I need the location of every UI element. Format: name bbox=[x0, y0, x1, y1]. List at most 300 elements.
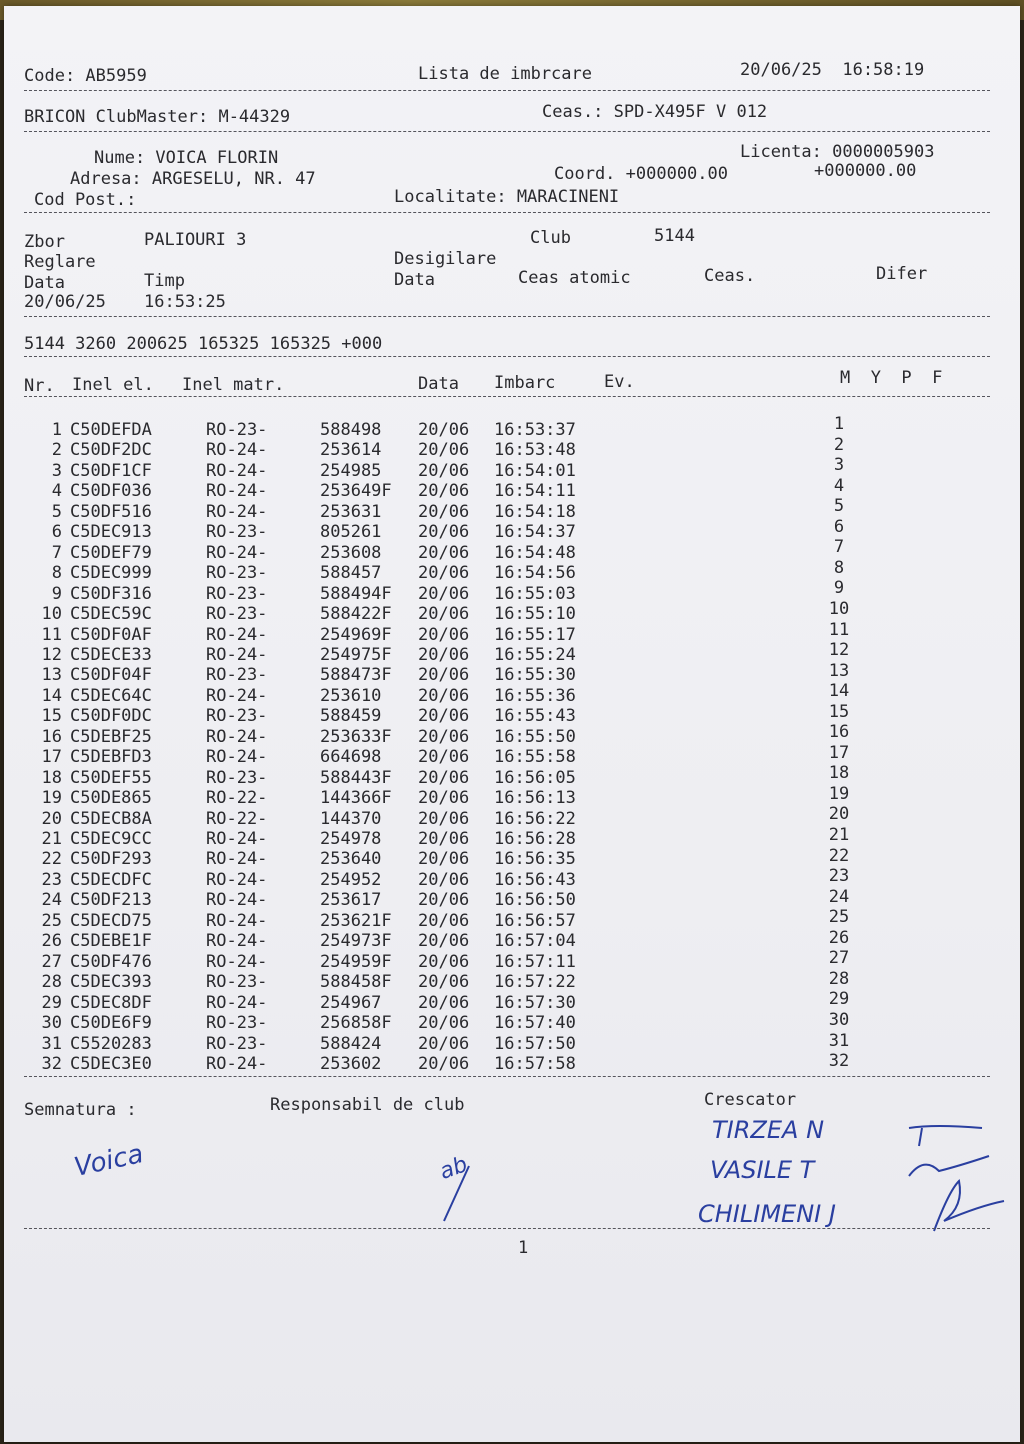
arrival-time: 16:55:17 bbox=[494, 624, 576, 645]
ring-number: 253621F bbox=[320, 910, 392, 931]
row-number: 27 bbox=[41, 951, 62, 972]
ring-series: RO-24- bbox=[206, 849, 268, 870]
electronic-ring: C50DE865 bbox=[70, 788, 152, 809]
row-number: 25 bbox=[41, 910, 62, 931]
row-number: 2 bbox=[51, 440, 62, 461]
arrival-date: 20/06 bbox=[418, 808, 470, 829]
ring-number: 144366F bbox=[320, 788, 392, 809]
row-number: 6 bbox=[51, 522, 62, 543]
position-number: 18 bbox=[828, 763, 850, 784]
electronic-ring: C5DEC64C bbox=[70, 685, 152, 706]
row-number: 22 bbox=[41, 849, 62, 870]
ring-number: 588443F bbox=[320, 767, 392, 788]
table-row bbox=[4, 866, 1020, 891]
table-row bbox=[4, 948, 1020, 973]
ring-series: RO-24- bbox=[206, 910, 268, 931]
arrival-date: 20/06 bbox=[418, 460, 470, 481]
table-row bbox=[4, 619, 1020, 646]
table-row bbox=[4, 1009, 1020, 1034]
electronic-ring: C50DEF55 bbox=[70, 767, 152, 788]
electronic-ring: C5DECDFC bbox=[70, 869, 152, 890]
ring-series: RO-24- bbox=[206, 951, 268, 972]
electronic-ring: C50DF1CF bbox=[70, 460, 152, 481]
owner-signature: Voica bbox=[71, 1139, 146, 1183]
ring-series: RO-24- bbox=[206, 685, 268, 706]
arrival-time: 16:57:30 bbox=[494, 992, 576, 1013]
page-number: 1 bbox=[518, 1238, 529, 1258]
table-row bbox=[4, 660, 1020, 686]
ring-number: 253617 bbox=[320, 890, 382, 911]
electronic-ring: C5DEC59C bbox=[70, 604, 152, 625]
row-number: 17 bbox=[41, 747, 62, 768]
unsealing-label: Desigilare bbox=[394, 249, 497, 269]
club-responsible-signature: ab bbox=[436, 1152, 471, 1185]
col-header-nr: Nr. bbox=[24, 376, 55, 396]
position-number: 21 bbox=[828, 825, 850, 845]
locality: Localitate: MARACINENI bbox=[394, 187, 620, 207]
row-number: 24 bbox=[41, 890, 62, 911]
col-header-event: Ev. bbox=[604, 372, 635, 392]
divider bbox=[24, 90, 990, 91]
table-row bbox=[4, 496, 1020, 523]
position-number: 6 bbox=[833, 516, 845, 537]
table-row bbox=[4, 825, 1020, 850]
position-number: 31 bbox=[828, 1030, 850, 1051]
arrival-time: 16:55:10 bbox=[494, 604, 576, 625]
postal-code-label: Cod Post.: bbox=[34, 190, 137, 210]
electronic-ring: C50DF2DC bbox=[70, 440, 152, 461]
arrival-time: 16:56:57 bbox=[494, 910, 576, 931]
col-header-mypf: M Y P F bbox=[840, 368, 943, 388]
divider bbox=[24, 396, 990, 397]
col-header-ring-matr: Inel matr. bbox=[182, 375, 285, 395]
table-row bbox=[4, 434, 1020, 461]
clock-model: Ceas.: SPD-X495F V 012 bbox=[542, 102, 768, 122]
flight-name: PALIOURI 3 bbox=[144, 230, 247, 250]
ring-number: 588459 bbox=[320, 706, 382, 727]
row-number: 15 bbox=[41, 706, 62, 727]
ring-number: 253633F bbox=[320, 726, 392, 747]
electronic-ring: C50DF0AF bbox=[70, 624, 152, 645]
row-number: 7 bbox=[51, 542, 62, 563]
atomic-clock-label: Ceas atomic bbox=[518, 268, 631, 288]
position-number: 19 bbox=[828, 783, 850, 804]
flight-label: Zbor bbox=[24, 232, 65, 252]
ring-number: 254978 bbox=[320, 829, 382, 849]
ring-number: 256858F bbox=[320, 1013, 392, 1034]
row-number: 26 bbox=[41, 931, 62, 952]
electronic-ring: C5DECD75 bbox=[70, 910, 152, 931]
electronic-ring: C5DEC393 bbox=[70, 972, 152, 993]
table-row bbox=[4, 1051, 1020, 1075]
arrival-date: 20/06 bbox=[418, 624, 470, 645]
arrival-time: 16:55:50 bbox=[494, 726, 576, 747]
ring-series: RO-24- bbox=[206, 624, 268, 645]
arrival-time: 16:57:58 bbox=[494, 1053, 576, 1074]
position-number: 17 bbox=[828, 742, 850, 763]
table-row bbox=[4, 845, 1020, 870]
arrival-time: 16:57:04 bbox=[494, 931, 576, 952]
arrival-time: 16:57:11 bbox=[494, 951, 576, 972]
ring-series: RO-24- bbox=[206, 501, 268, 522]
arrival-time: 16:54:18 bbox=[494, 501, 576, 522]
ring-series: RO-24- bbox=[206, 481, 268, 502]
position-number: 27 bbox=[828, 948, 850, 969]
arrival-date: 20/06 bbox=[418, 1033, 470, 1054]
arrival-date: 20/06 bbox=[418, 542, 470, 563]
row-number: 12 bbox=[41, 644, 62, 665]
divider bbox=[24, 131, 990, 132]
arrival-time: 16:57:50 bbox=[494, 1033, 576, 1054]
ring-number: 144370 bbox=[320, 808, 382, 829]
ring-number: 254973F bbox=[320, 931, 392, 952]
position-number: 2 bbox=[833, 434, 845, 455]
table-row bbox=[4, 516, 1020, 543]
electronic-ring: C50DF036 bbox=[70, 481, 152, 502]
electronic-ring: C5DEBF25 bbox=[70, 726, 152, 747]
table-row bbox=[4, 989, 1020, 1014]
arrival-time: 16:56:35 bbox=[494, 849, 576, 870]
arrival-time: 16:55:30 bbox=[494, 665, 576, 686]
electronic-ring: C5DECE33 bbox=[70, 644, 152, 665]
row-number: 19 bbox=[41, 788, 62, 809]
position-number: 13 bbox=[828, 660, 850, 681]
row-number: 10 bbox=[41, 604, 62, 625]
arrival-time: 16:54:01 bbox=[494, 460, 576, 481]
ring-series: RO-23- bbox=[206, 583, 268, 604]
printed-sheet bbox=[4, 6, 1020, 1442]
position-number: 32 bbox=[828, 1051, 850, 1072]
arrival-date: 20/06 bbox=[418, 522, 470, 543]
row-number: 23 bbox=[41, 869, 62, 890]
table-row bbox=[4, 414, 1020, 441]
row-number: 29 bbox=[41, 992, 62, 1013]
coordinates-lat: Coord. +000000.00 bbox=[554, 164, 728, 184]
arrival-date: 20/06 bbox=[418, 890, 470, 911]
clock-label: Ceas. bbox=[704, 266, 756, 286]
ring-series: RO-23- bbox=[206, 665, 268, 686]
arrival-date: 20/06 bbox=[418, 972, 470, 993]
arrival-date: 20/06 bbox=[418, 481, 470, 502]
arrival-date: 20/06 bbox=[418, 440, 470, 461]
ring-number: 254969F bbox=[320, 624, 392, 645]
electronic-ring: C50DF316 bbox=[70, 583, 152, 604]
ring-number: 254975F bbox=[320, 644, 392, 665]
electronic-ring: C5DEC913 bbox=[70, 522, 152, 543]
table-row bbox=[4, 783, 1020, 809]
electronic-ring: C50DF476 bbox=[70, 951, 152, 972]
arrival-time: 16:55:03 bbox=[494, 583, 576, 604]
arrival-date: 20/06 bbox=[418, 910, 470, 931]
arrival-time: 16:56:13 bbox=[494, 788, 576, 809]
position-number: 26 bbox=[828, 927, 850, 948]
signature-label: Semnatura : bbox=[24, 1100, 137, 1120]
unseal-date-label: Data bbox=[394, 270, 435, 290]
electronic-ring: C5DEC8DF bbox=[70, 992, 152, 1013]
table-row bbox=[4, 722, 1020, 748]
coordinates-lon: +000000.00 bbox=[814, 161, 917, 181]
position-number: 3 bbox=[833, 455, 845, 476]
arrival-date: 20/06 bbox=[418, 665, 470, 686]
row-number: 8 bbox=[51, 563, 62, 584]
arrival-date: 20/06 bbox=[418, 420, 470, 440]
club-label: Club bbox=[530, 228, 571, 248]
clubmaster-id: BRICON ClubMaster: M-44329 bbox=[24, 107, 291, 127]
divider bbox=[24, 212, 990, 213]
arrival-time: 16:56:50 bbox=[494, 890, 576, 911]
arrival-date: 20/06 bbox=[418, 829, 470, 849]
table-row bbox=[4, 701, 1020, 727]
ring-series: RO-22- bbox=[206, 788, 268, 809]
arrival-date: 20/06 bbox=[418, 1013, 470, 1034]
arrival-time: 16:54:37 bbox=[494, 522, 576, 543]
arrival-time: 16:56:05 bbox=[494, 767, 576, 788]
position-number: 29 bbox=[828, 989, 850, 1010]
position-number: 30 bbox=[828, 1009, 850, 1030]
col-header-arrival: Imbarc bbox=[494, 373, 556, 393]
position-number: 11 bbox=[828, 619, 850, 640]
ring-series: RO-24- bbox=[206, 931, 268, 952]
ring-series: RO-24- bbox=[206, 829, 268, 849]
ring-number: 588457 bbox=[320, 563, 382, 584]
ring-series: RO-24- bbox=[206, 542, 268, 563]
arrival-date: 20/06 bbox=[418, 685, 470, 706]
setting-date: 20/06/25 bbox=[24, 292, 106, 312]
arrival-date: 20/06 bbox=[418, 788, 470, 809]
ring-series: RO-24- bbox=[206, 440, 268, 461]
divider bbox=[24, 356, 990, 357]
ring-series: RO-23- bbox=[206, 563, 268, 584]
ring-series: RO-22- bbox=[206, 808, 268, 829]
table-row bbox=[4, 968, 1020, 993]
electronic-ring: C5DEC3E0 bbox=[70, 1053, 152, 1074]
position-number: 25 bbox=[828, 907, 850, 928]
ring-series: RO-24- bbox=[206, 747, 268, 768]
table-row bbox=[4, 557, 1020, 584]
row-number: 3 bbox=[51, 460, 62, 481]
electronic-ring: C50DF293 bbox=[70, 849, 152, 870]
position-number: 12 bbox=[828, 640, 850, 661]
position-number: 16 bbox=[828, 722, 850, 743]
position-number: 10 bbox=[828, 598, 850, 619]
arrival-time: 16:55:58 bbox=[494, 747, 576, 768]
row-number: 5 bbox=[51, 501, 62, 522]
ring-number: 253608 bbox=[320, 542, 382, 563]
arrival-date: 20/06 bbox=[418, 1053, 470, 1074]
electronic-ring: C50DE6F9 bbox=[70, 1013, 152, 1034]
ring-series: RO-23- bbox=[206, 420, 268, 440]
breeder-name-1: TIRZEA N bbox=[712, 1116, 825, 1144]
ring-series: RO-24- bbox=[206, 460, 268, 481]
table-row bbox=[4, 804, 1020, 830]
ring-series: RO-24- bbox=[206, 644, 268, 665]
position-number: 9 bbox=[833, 578, 845, 599]
row-number: 30 bbox=[41, 1013, 62, 1034]
setting-label: Reglare bbox=[24, 252, 96, 272]
ring-series: RO-23- bbox=[206, 706, 268, 727]
col-header-date: Data bbox=[418, 374, 459, 394]
ring-number: 253614 bbox=[320, 440, 382, 461]
arrival-time: 16:56:43 bbox=[494, 869, 576, 890]
table-row bbox=[4, 475, 1020, 502]
code-label: Code: AB5959 bbox=[24, 66, 147, 86]
arrival-time: 16:55:24 bbox=[494, 644, 576, 665]
arrival-date: 20/06 bbox=[418, 644, 470, 665]
position-number: 4 bbox=[833, 475, 845, 496]
table-row bbox=[4, 742, 1020, 768]
arrival-date: 20/06 bbox=[418, 501, 470, 522]
electronic-ring: C50DF516 bbox=[70, 501, 152, 522]
ring-series: RO-24- bbox=[206, 726, 268, 747]
arrival-date: 20/06 bbox=[418, 563, 470, 584]
ring-number: 664698 bbox=[320, 747, 382, 768]
club-responsible-label: Responsabil de club bbox=[270, 1095, 465, 1115]
arrival-time: 16:54:48 bbox=[494, 542, 576, 563]
table-row bbox=[4, 578, 1020, 605]
position-number: 22 bbox=[828, 845, 850, 866]
electronic-ring: C50DF213 bbox=[70, 890, 152, 911]
divider bbox=[24, 1228, 990, 1229]
table-row bbox=[4, 763, 1020, 789]
arrival-time: 16:57:40 bbox=[494, 1013, 576, 1034]
breeder-name-2: VASILE T bbox=[710, 1156, 815, 1184]
electronic-ring: C50DF04F bbox=[70, 665, 152, 686]
row-number: 16 bbox=[41, 726, 62, 747]
arrival-time: 16:55:43 bbox=[494, 706, 576, 727]
table-row bbox=[4, 681, 1020, 707]
ring-number: 253610 bbox=[320, 685, 382, 706]
row-number: 13 bbox=[41, 665, 62, 686]
row-number: 4 bbox=[51, 481, 62, 502]
arrival-date: 20/06 bbox=[418, 849, 470, 870]
date-label: Data bbox=[24, 273, 65, 293]
position-number: 7 bbox=[833, 537, 845, 558]
table-row bbox=[4, 455, 1020, 482]
time-label: Timp bbox=[144, 271, 185, 291]
divider bbox=[24, 316, 990, 317]
table-row bbox=[4, 907, 1020, 932]
position-number: 1 bbox=[833, 414, 845, 434]
arrival-date: 20/06 bbox=[418, 869, 470, 890]
position-number: 20 bbox=[828, 804, 850, 825]
table-row bbox=[4, 927, 1020, 952]
position-number: 24 bbox=[828, 886, 850, 907]
row-number: 11 bbox=[41, 624, 62, 645]
arrival-time: 16:56:22 bbox=[494, 808, 576, 829]
row-number: 18 bbox=[41, 767, 62, 788]
ring-number: 253602 bbox=[320, 1053, 382, 1074]
position-number: 8 bbox=[833, 557, 845, 578]
ring-number: 254967 bbox=[320, 992, 382, 1013]
arrival-date: 20/06 bbox=[418, 604, 470, 625]
arrival-date: 20/06 bbox=[418, 992, 470, 1013]
ring-series: RO-23- bbox=[206, 767, 268, 788]
electronic-ring: C5DEBFD3 bbox=[70, 747, 152, 768]
position-number: 5 bbox=[833, 496, 845, 517]
position-number: 15 bbox=[828, 701, 850, 722]
ring-series: RO-24- bbox=[206, 1053, 268, 1074]
breeder-label: Crescator bbox=[704, 1090, 797, 1110]
license-number: Licenta: 0000005903 bbox=[740, 142, 935, 162]
club-number: 5144 bbox=[654, 226, 695, 246]
arrival-time: 16:57:22 bbox=[494, 972, 576, 993]
row-number: 9 bbox=[51, 583, 62, 604]
row-number: 20 bbox=[41, 808, 62, 829]
ring-number: 253649F bbox=[320, 481, 392, 502]
arrival-date: 20/06 bbox=[418, 726, 470, 747]
ring-number: 254959F bbox=[320, 951, 392, 972]
arrival-date: 20/06 bbox=[418, 706, 470, 727]
electronic-ring: C5DEC9CC bbox=[70, 829, 152, 849]
ring-series: RO-23- bbox=[206, 1033, 268, 1054]
ring-number: 253631 bbox=[320, 501, 382, 522]
ring-number: 588424 bbox=[320, 1033, 382, 1054]
arrival-time: 16:54:56 bbox=[494, 563, 576, 584]
ring-series: RO-23- bbox=[206, 604, 268, 625]
ring-series: RO-23- bbox=[206, 1013, 268, 1034]
table-row bbox=[4, 537, 1020, 564]
row-number: 31 bbox=[41, 1033, 62, 1054]
arrival-date: 20/06 bbox=[418, 951, 470, 972]
setting-time: 16:53:25 bbox=[144, 292, 226, 312]
row-number: 14 bbox=[41, 685, 62, 706]
table-row bbox=[4, 640, 1020, 666]
ring-number: 253640 bbox=[320, 849, 382, 870]
print-datetime: 20/06/25 16:58:19 bbox=[740, 60, 925, 80]
col-header-ring-el: Inel el. bbox=[72, 375, 154, 395]
position-number: 23 bbox=[828, 866, 850, 887]
ring-number: 588473F bbox=[320, 665, 392, 686]
ring-number: 588458F bbox=[320, 972, 392, 993]
ring-number: 588494F bbox=[320, 583, 392, 604]
ring-number: 588422F bbox=[320, 604, 392, 625]
arrival-date: 20/06 bbox=[418, 767, 470, 788]
divider bbox=[24, 1076, 990, 1077]
arrival-time: 16:56:28 bbox=[494, 829, 576, 849]
row-number: 1 bbox=[51, 420, 62, 440]
ring-series: RO-24- bbox=[206, 890, 268, 911]
ring-number: 254952 bbox=[320, 869, 382, 890]
table-row bbox=[4, 598, 1020, 625]
clock-code-line: 5144 3260 200625 165325 165325 +000 bbox=[24, 334, 383, 354]
electronic-ring: C5520283 bbox=[70, 1033, 152, 1054]
row-number: 32 bbox=[41, 1053, 62, 1074]
electronic-ring: C5DEC999 bbox=[70, 563, 152, 584]
position-number: 14 bbox=[828, 681, 850, 702]
ring-series: RO-24- bbox=[206, 869, 268, 890]
arrival-time: 16:55:36 bbox=[494, 685, 576, 706]
electronic-ring: C50DF0DC bbox=[70, 706, 152, 727]
electronic-ring: C50DEF79 bbox=[70, 542, 152, 563]
ring-number: 254985 bbox=[320, 460, 382, 481]
breeder-name-3: CHILIMENI J bbox=[698, 1200, 836, 1228]
owner-name: Nume: VOICA FLORIN bbox=[94, 148, 279, 168]
arrival-date: 20/06 bbox=[418, 747, 470, 768]
owner-address: Adresa: ARGESELU, NR. 47 bbox=[70, 169, 316, 189]
electronic-ring: C5DEBE1F bbox=[70, 931, 152, 952]
arrival-time: 16:53:37 bbox=[494, 420, 576, 440]
arrival-time: 16:54:11 bbox=[494, 481, 576, 502]
electronic-ring: C5DECB8A bbox=[70, 808, 152, 829]
row-number: 28 bbox=[41, 972, 62, 993]
ring-series: RO-24- bbox=[206, 992, 268, 1013]
difference-label: Difer bbox=[876, 264, 928, 284]
ring-series: RO-23- bbox=[206, 972, 268, 993]
table-row bbox=[4, 1030, 1020, 1055]
arrival-date: 20/06 bbox=[418, 931, 470, 952]
row-number: 21 bbox=[41, 829, 62, 849]
document-title: Lista de imbrcare bbox=[418, 64, 592, 84]
